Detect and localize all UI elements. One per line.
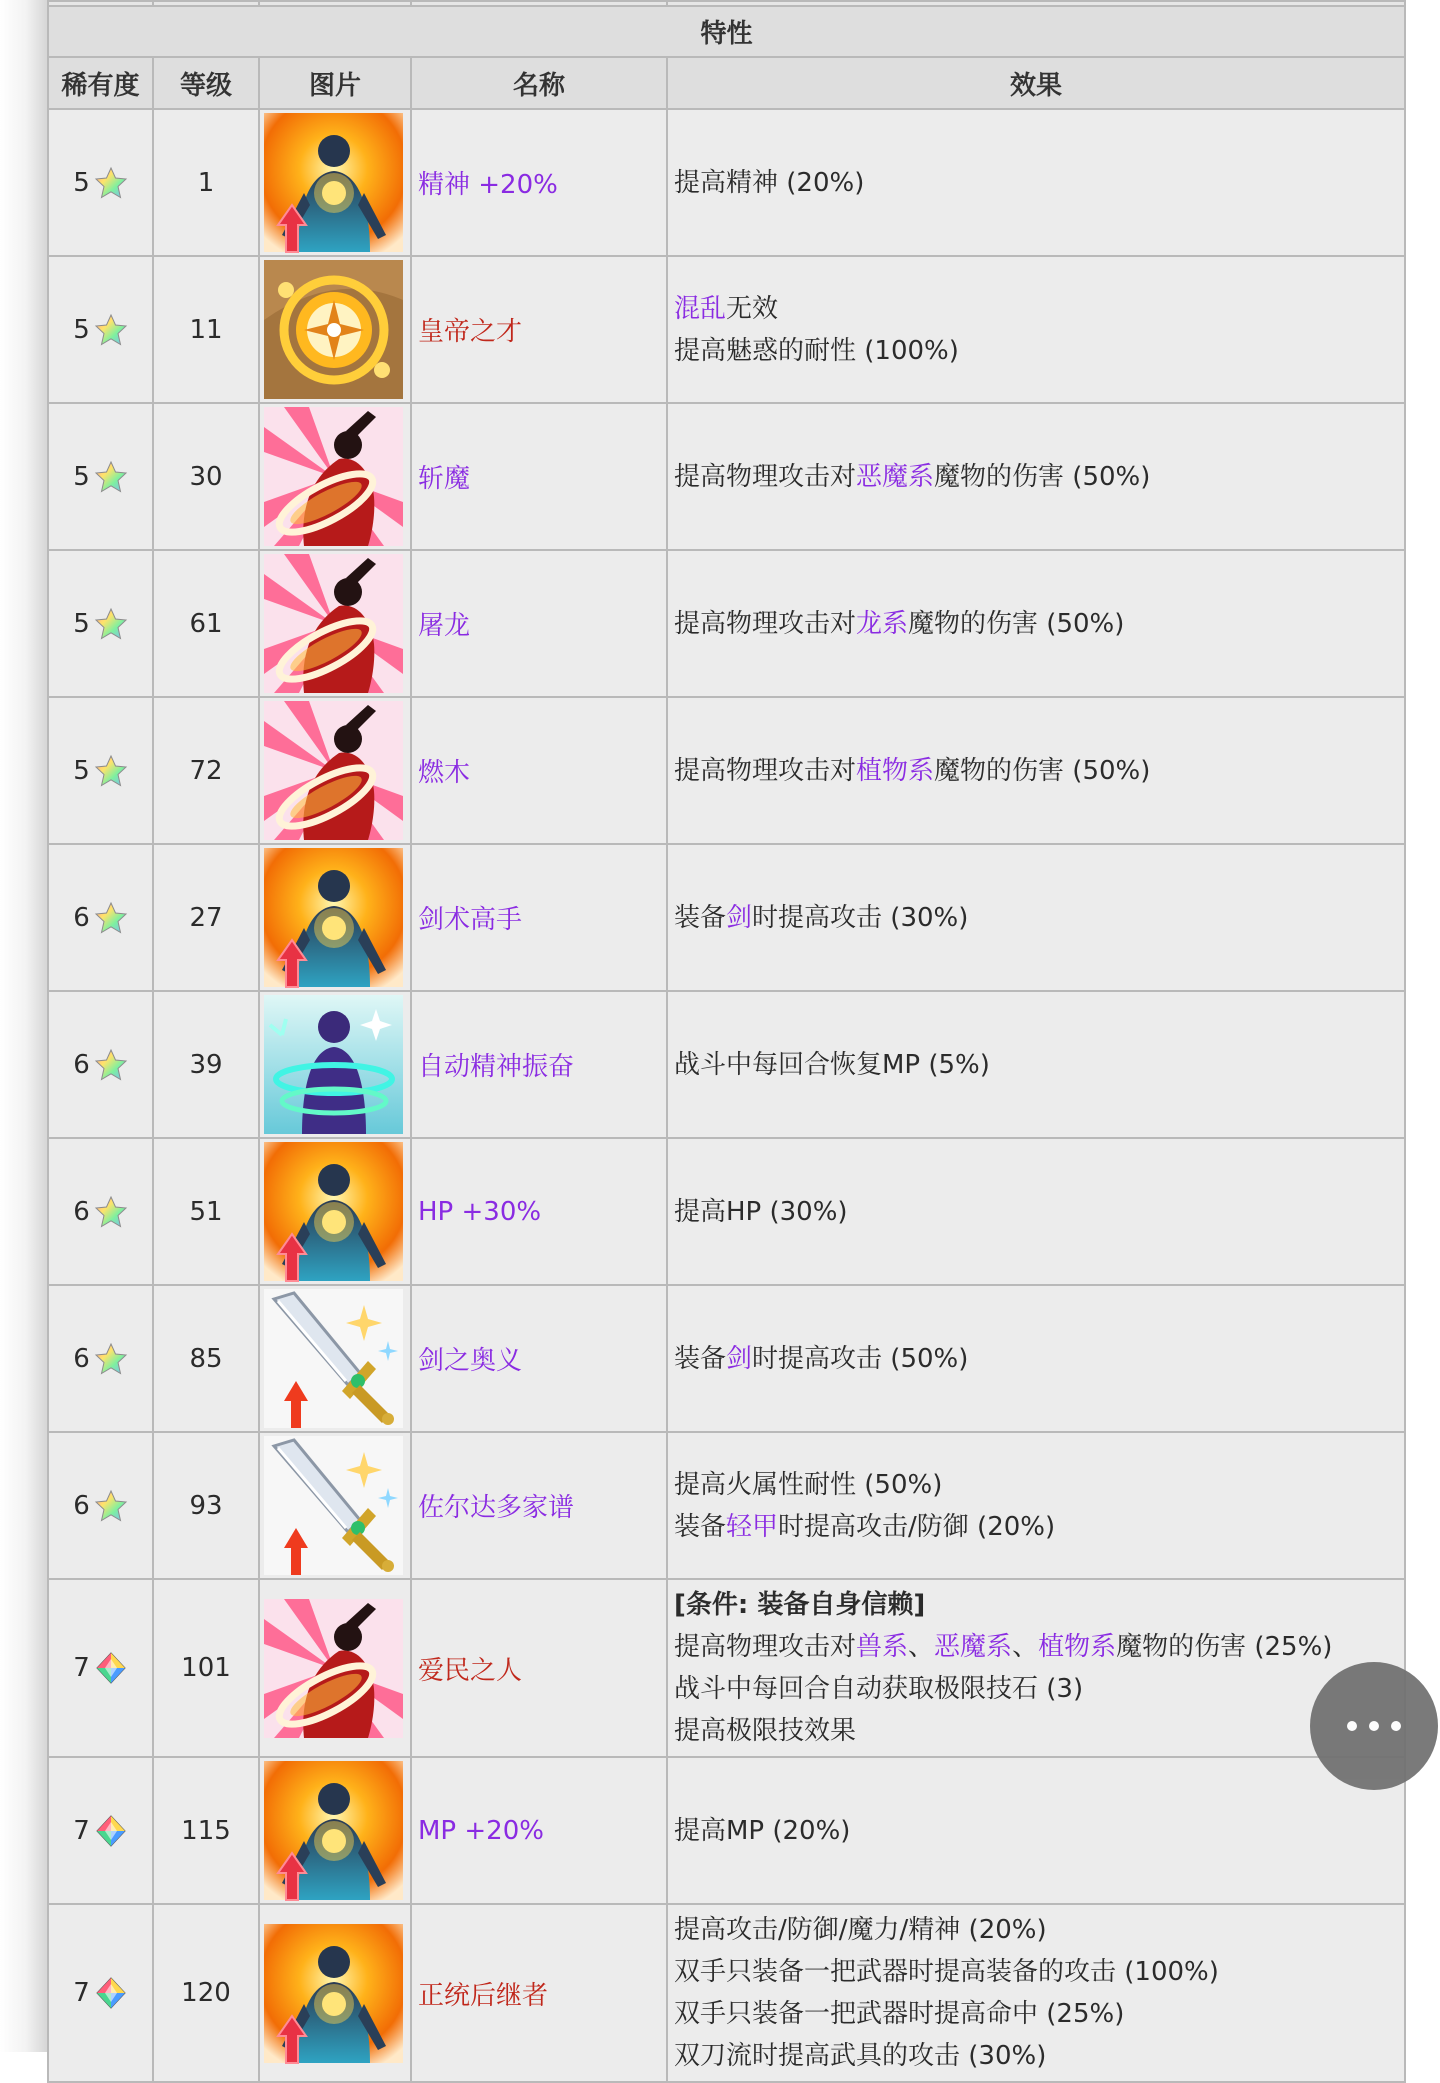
- effect-cell: [667, 697, 1405, 844]
- table-row: [48, 1432, 1405, 1579]
- effect-line: [674, 1909, 1398, 1951]
- effect-text: 战斗中每回合自动获取极限技石 (3): [674, 1674, 1084, 1704]
- rarity-cell: [48, 403, 153, 550]
- effect-line: [674, 1506, 1398, 1548]
- rainbow-star-icon: [94, 754, 128, 788]
- rarity-value: 5: [73, 755, 90, 786]
- effect-text: 提高HP (30%): [674, 1196, 848, 1227]
- rarity-value: 5: [73, 461, 90, 492]
- name-cell: [411, 1904, 667, 2082]
- effect-cell: [667, 1138, 1405, 1285]
- trait-name-link[interactable]: 正统后继者: [418, 1980, 549, 2011]
- effect-cell: [667, 991, 1405, 1138]
- rainbow-star-icon: [94, 1489, 128, 1523]
- rainbow-star-icon: [94, 901, 128, 935]
- rarity-cell: [48, 1757, 153, 1904]
- effect-text: 提高攻击/防御/魔力/精神 (20%): [674, 1915, 1047, 1945]
- level-cell: 101: [153, 1579, 259, 1757]
- header-image: 图片: [259, 57, 411, 109]
- rarity-value: 5: [73, 167, 90, 198]
- effect-keyword-link[interactable]: 恶魔系: [934, 1632, 1013, 1662]
- effect-keyword-link[interactable]: 剑: [726, 1343, 753, 1374]
- level-cell: 11: [153, 256, 259, 403]
- rainbow-star-icon: [94, 607, 128, 641]
- trait-name-link[interactable]: 剑之奥义: [418, 1346, 523, 1376]
- name-cell: [411, 403, 667, 550]
- effect-text: 双手只装备一把武器时提高装备的攻击 (100%): [674, 1957, 1219, 1987]
- effect-cell: [667, 844, 1405, 991]
- effect-text: 提高魅惑的耐性 (100%): [674, 335, 959, 366]
- name-cell: [411, 1579, 667, 1757]
- effect-keyword-link[interactable]: 植物系: [1038, 1632, 1117, 1662]
- effect-cell: [667, 550, 1405, 697]
- effect-line: [674, 750, 1398, 792]
- slash-burst-icon[interactable]: [264, 554, 403, 693]
- body-aura-icon[interactable]: [264, 1761, 403, 1900]
- level-cell: 93: [153, 1432, 259, 1579]
- level-cell: 39: [153, 991, 259, 1138]
- rainbow-crystal-icon: [94, 1976, 128, 2010]
- trait-name-link[interactable]: 屠龙: [418, 611, 471, 641]
- trait-name-link[interactable]: MP +20%: [418, 1815, 544, 1846]
- image-cell: [259, 550, 411, 697]
- rainbow-crystal-icon: [94, 1651, 128, 1685]
- effect-text: 提高物理攻击对: [674, 461, 857, 492]
- name-cell: [411, 1138, 667, 1285]
- level-cell: 61: [153, 550, 259, 697]
- effect-line: [674, 1338, 1398, 1380]
- name-cell: [411, 1285, 667, 1432]
- effect-text: 无效: [726, 293, 779, 324]
- trait-name-link[interactable]: 精神 +20%: [418, 170, 558, 200]
- spirit-ring-icon[interactable]: [264, 995, 403, 1134]
- effect-line: [674, 1668, 1398, 1710]
- table-row: [48, 1138, 1405, 1285]
- rarity-cell: [48, 109, 153, 256]
- image-cell: [259, 1579, 411, 1757]
- rarity-cell: [48, 1285, 153, 1432]
- effect-cell: [667, 256, 1405, 403]
- effect-text: 提高物理攻击对: [674, 1632, 857, 1662]
- rainbow-star-icon: [94, 1195, 128, 1229]
- trait-name-link[interactable]: 斩魔: [418, 464, 471, 494]
- image-cell: [259, 1138, 411, 1285]
- trait-name-link[interactable]: 自动精神振奋: [418, 1052, 575, 1082]
- rarity-cell: [48, 1904, 153, 2082]
- slash-burst-icon[interactable]: [264, 1599, 403, 1738]
- effect-text: 双刀流时提高武具的攻击 (30%): [674, 2041, 1047, 2071]
- effect-cell: [667, 1432, 1405, 1579]
- rarity-cell: [48, 991, 153, 1138]
- effect-line: [674, 2035, 1398, 2077]
- effect-line: [674, 1951, 1398, 1993]
- effect-text: 魔物的伤害 (50%): [908, 608, 1125, 639]
- effect-line: [674, 456, 1398, 498]
- rarity-value: 7: [73, 1815, 90, 1846]
- table-row: [48, 697, 1405, 844]
- level-cell: 51: [153, 1138, 259, 1285]
- effect-text: 提高MP (20%): [674, 1815, 851, 1846]
- table-row: [48, 1904, 1405, 2082]
- name-cell: [411, 1432, 667, 1579]
- image-cell: [259, 109, 411, 256]
- effect-cell: [667, 1285, 1405, 1432]
- rarity-value: 7: [73, 1978, 90, 2008]
- more-horizontal-icon: [1347, 1721, 1357, 1731]
- image-cell: [259, 1285, 411, 1432]
- effect-line: [674, 1191, 1398, 1233]
- level-cell: 1: [153, 109, 259, 256]
- level-cell: 72: [153, 697, 259, 844]
- more-options-button[interactable]: [1310, 1662, 1438, 1790]
- rarity-cell: [48, 1432, 153, 1579]
- image-cell: [259, 403, 411, 550]
- effect-text: 提高物理攻击对: [674, 608, 857, 639]
- effect-line: [674, 1584, 1398, 1626]
- level-cell: 27: [153, 844, 259, 991]
- body-aura-icon[interactable]: [264, 113, 403, 252]
- table-row: [48, 1285, 1405, 1432]
- rarity-value: 6: [73, 1343, 90, 1374]
- image-cell: [259, 844, 411, 991]
- level-cell: 30: [153, 403, 259, 550]
- name-cell: [411, 844, 667, 991]
- section-title-row: [48, 6, 1405, 57]
- rarity-value: 6: [73, 1490, 90, 1521]
- rarity-value: 5: [73, 608, 90, 639]
- effect-text: 、: [1012, 1632, 1039, 1662]
- effect-text: 魔物的伤害 (50%): [934, 461, 1151, 492]
- trait-name-link[interactable]: 燃木: [418, 758, 471, 788]
- effect-text: 双手只装备一把武器时提高命中 (25%): [674, 1999, 1125, 2029]
- sword-sparkle-icon[interactable]: [264, 1436, 403, 1575]
- name-cell: [411, 256, 667, 403]
- effect-text: 时提高攻击 (30%): [752, 902, 969, 933]
- image-cell: [259, 1757, 411, 1904]
- header-rarity: 稀有度: [48, 57, 153, 109]
- effect-line: [674, 603, 1398, 645]
- rarity-cell: [48, 256, 153, 403]
- image-cell: [259, 991, 411, 1138]
- trait-name-link[interactable]: 皇帝之才: [418, 317, 523, 347]
- effect-line: [674, 1464, 1398, 1506]
- left-margin-shade: [0, 0, 47, 2052]
- table-row: [48, 256, 1405, 403]
- effect-text: 、: [908, 1632, 935, 1662]
- effect-cell: [667, 403, 1405, 550]
- effect-cell: [667, 1579, 1405, 1757]
- effect-text: 装备: [674, 902, 727, 933]
- effect-line: [674, 1710, 1398, 1752]
- column-header-row: [48, 57, 1405, 109]
- rarity-cell: [48, 1138, 153, 1285]
- effect-keyword-link[interactable]: 恶魔系: [856, 461, 935, 492]
- rarity-value: 6: [73, 1196, 90, 1227]
- trait-name-link[interactable]: 佐尔达多家谱: [418, 1493, 575, 1523]
- rarity-cell: [48, 697, 153, 844]
- effect-text: 魔物的伤害 (25%): [1116, 1632, 1333, 1662]
- effect-line: [674, 162, 1398, 204]
- name-cell: [411, 1757, 667, 1904]
- table-row: [48, 109, 1405, 256]
- effect-text: 提高物理攻击对: [674, 755, 857, 786]
- more-horizontal-icon-dot: [1369, 1721, 1379, 1731]
- effect-line: [674, 897, 1398, 939]
- effect-keyword-link[interactable]: 龙系: [856, 608, 909, 639]
- level-cell: 85: [153, 1285, 259, 1432]
- effect-line: [674, 1810, 1398, 1852]
- effect-text: 时提高攻击/防御 (20%): [778, 1511, 1056, 1542]
- effect-line: [674, 1993, 1398, 2035]
- effect-text: 战斗中每回合恢复MP (5%): [674, 1049, 990, 1080]
- rarity-value: 6: [73, 902, 90, 933]
- emperor-emblem-icon[interactable]: [264, 260, 403, 399]
- rarity-value: 5: [73, 314, 90, 345]
- header-level: 等级: [153, 57, 259, 109]
- effect-line: [674, 288, 1398, 330]
- effect-keyword-link[interactable]: 轻甲: [726, 1511, 779, 1542]
- effect-cell: [667, 1757, 1405, 1904]
- table-row: [48, 1757, 1405, 1904]
- table-row: [48, 403, 1405, 550]
- rarity-value: 7: [73, 1653, 90, 1683]
- effect-cell: [667, 109, 1405, 256]
- table-row: [48, 844, 1405, 991]
- rainbow-star-icon: [94, 313, 128, 347]
- rarity-cell: [48, 550, 153, 697]
- header-effect: 效果: [667, 57, 1405, 109]
- image-cell: [259, 697, 411, 844]
- level-cell: 115: [153, 1757, 259, 1904]
- effect-text: [条件: 装备自身信赖]: [674, 1590, 926, 1620]
- table-row: [48, 1579, 1405, 1757]
- effect-line: [674, 1626, 1398, 1668]
- rarity-value: 6: [73, 1049, 90, 1080]
- trait-name-link[interactable]: 爱民之人: [418, 1655, 523, 1686]
- traits-table: [47, 0, 1406, 2083]
- rainbow-star-icon: [94, 460, 128, 494]
- header-name: 名称: [411, 57, 667, 109]
- name-cell: [411, 109, 667, 256]
- effect-text: 提高精神 (20%): [674, 167, 865, 198]
- effect-text: 提高极限技效果: [674, 1716, 857, 1746]
- trait-name-link[interactable]: 剑术高手: [418, 905, 523, 935]
- rainbow-star-icon: [94, 1342, 128, 1376]
- effect-keyword-link[interactable]: 植物系: [856, 755, 935, 786]
- rainbow-star-icon: [94, 166, 128, 200]
- rarity-cell: [48, 1579, 153, 1757]
- effect-line: [674, 330, 1398, 372]
- more-horizontal-icon-dot: [1391, 1721, 1401, 1731]
- level-cell: 120: [153, 1904, 259, 2082]
- name-cell: [411, 697, 667, 844]
- effect-keyword-link[interactable]: 兽系: [856, 1632, 909, 1662]
- body-aura-icon[interactable]: [264, 1924, 403, 2063]
- effect-line: [674, 1044, 1398, 1086]
- effect-text: 装备: [674, 1343, 727, 1374]
- table-row: [48, 991, 1405, 1138]
- body-aura-icon[interactable]: [264, 1142, 403, 1281]
- section-title: 特性: [48, 6, 1405, 57]
- effect-text: 装备: [674, 1511, 727, 1542]
- name-cell: [411, 991, 667, 1138]
- body-aura-icon[interactable]: [264, 848, 403, 987]
- slash-burst-icon[interactable]: [264, 701, 403, 840]
- table-row: [48, 550, 1405, 697]
- image-cell: [259, 1432, 411, 1579]
- effect-keyword-link[interactable]: 混乱: [674, 293, 727, 324]
- effect-keyword-link[interactable]: 剑: [726, 902, 753, 933]
- rarity-cell: [48, 844, 153, 991]
- effect-text: 时提高攻击 (50%): [752, 1343, 969, 1374]
- slash-burst-icon[interactable]: [264, 407, 403, 546]
- trait-name-link[interactable]: HP +30%: [418, 1196, 542, 1227]
- image-cell: [259, 1904, 411, 2082]
- image-cell: [259, 256, 411, 403]
- effect-text: 魔物的伤害 (50%): [934, 755, 1151, 786]
- name-cell: [411, 550, 667, 697]
- effect-cell: [667, 1904, 1405, 2082]
- rainbow-crystal-icon: [94, 1814, 128, 1848]
- sword-sparkle-icon[interactable]: [264, 1289, 403, 1428]
- effect-text: 提高火属性耐性 (50%): [674, 1469, 943, 1500]
- rainbow-star-icon: [94, 1048, 128, 1082]
